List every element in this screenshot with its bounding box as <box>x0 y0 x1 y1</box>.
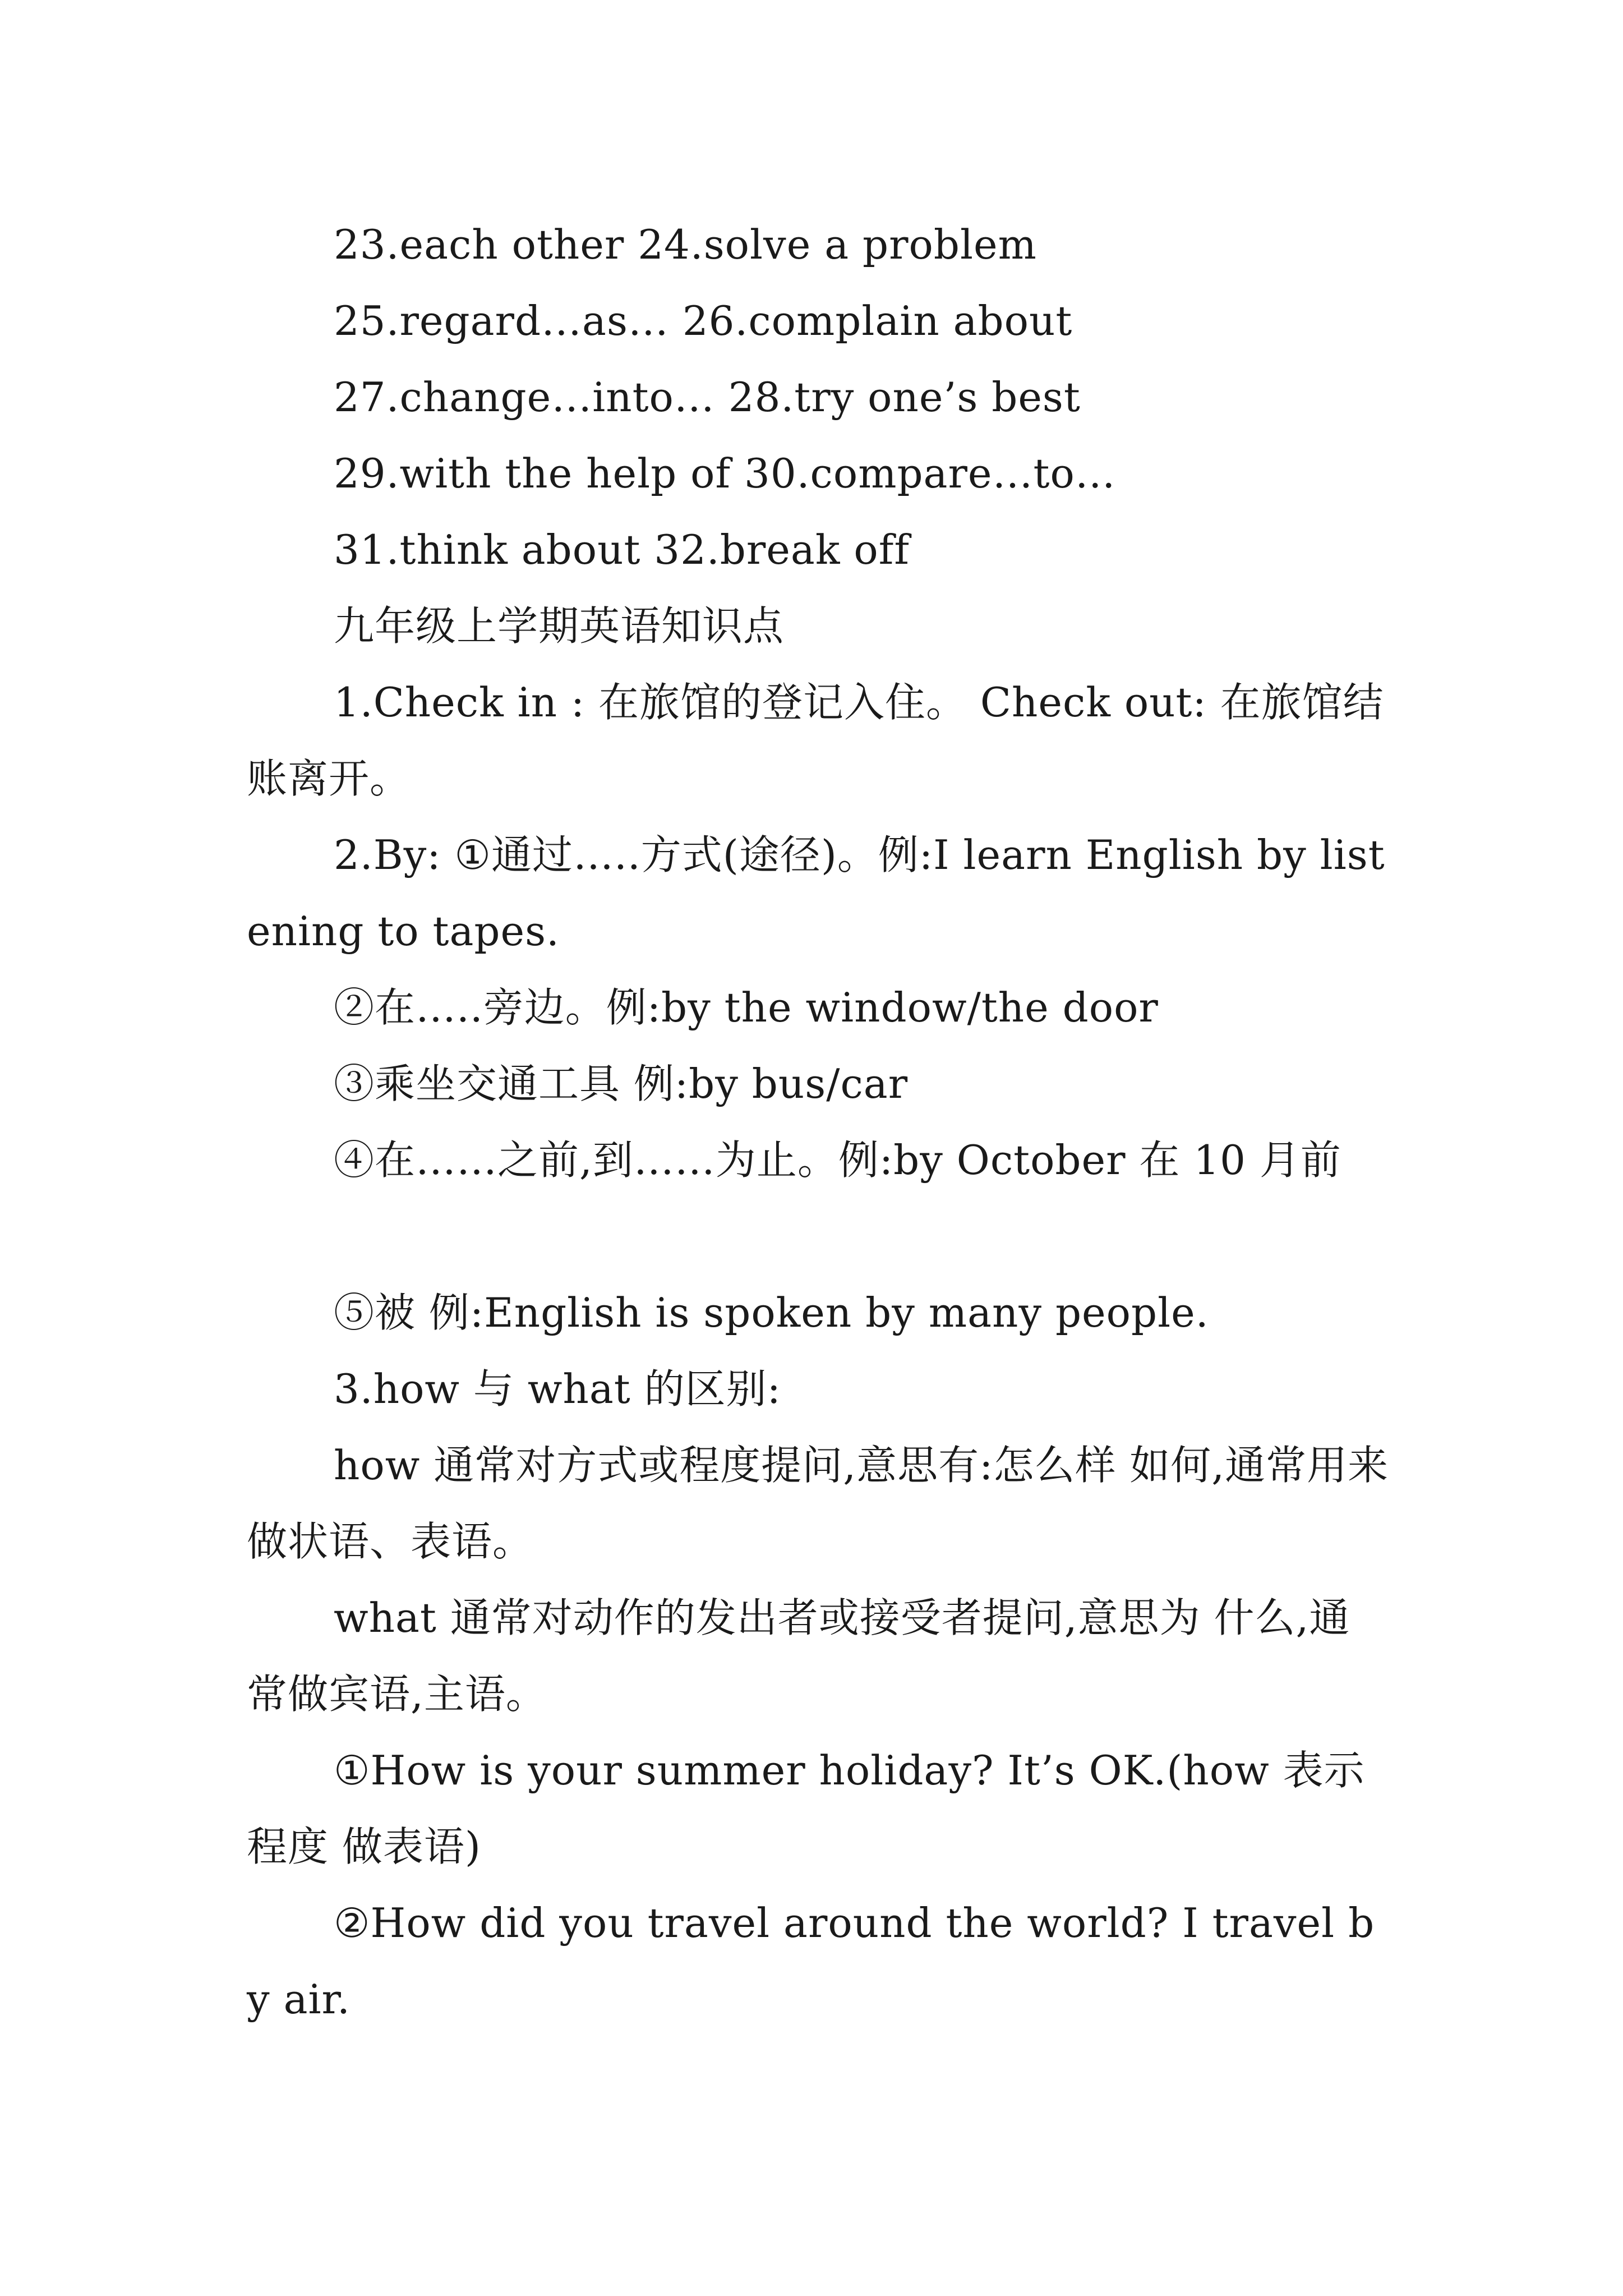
paragraph-by-before: ④在……之前,到……为止。例:by October 在 10 月前 <box>334 1137 1341 1184</box>
phrase-line: 27.change…into… 28.try one’s best <box>334 374 1081 421</box>
paragraph-by-passive: ⑤被 例:English is spoken by many people. <box>334 1289 1209 1336</box>
paragraph-by: 2.By: ①通过…..方式(途径)。例:I learn English by listening to tapes. <box>247 831 1385 955</box>
section-title: 九年级上学期英语知识点 <box>334 602 785 650</box>
paragraph-how: how 通常对方式或程度提问,意思有:怎么样 如何,通常用来做状语、表语。 <box>247 1442 1389 1565</box>
paragraph-example-2: ②How did you travel around the world? I travel by air. <box>247 1899 1375 2023</box>
paragraph-how-what: 3.how 与 what 的区别: <box>334 1365 781 1412</box>
paragraph-by-transport: ③乘坐交通工具 例:by bus/car <box>334 1060 909 1107</box>
phrase-line: 25.regard…as… 26.complain about <box>334 297 1073 344</box>
paragraph-check-in: 1.Check in : 在旅馆的登记入住。 Check out: 在旅馆结账离开。 <box>247 679 1384 802</box>
phrase-line: 31.think about 32.break off <box>334 526 910 573</box>
paragraph-what: what 通常对动作的发出者或接受者提问,意思为 什么,通常做宾语,主语。 <box>247 1594 1350 1718</box>
paragraph-by-beside: ②在…..旁边。例:by the window/the door <box>334 984 1159 1031</box>
phrase-line: 23.each other 24.solve a problem <box>334 221 1037 268</box>
phrase-line: 29.with the help of 30.compare…to… <box>334 450 1116 497</box>
paragraph-example-1: ①How is your summer holiday? It’s OK.(how 表示程度 做表语) <box>247 1747 1365 1870</box>
